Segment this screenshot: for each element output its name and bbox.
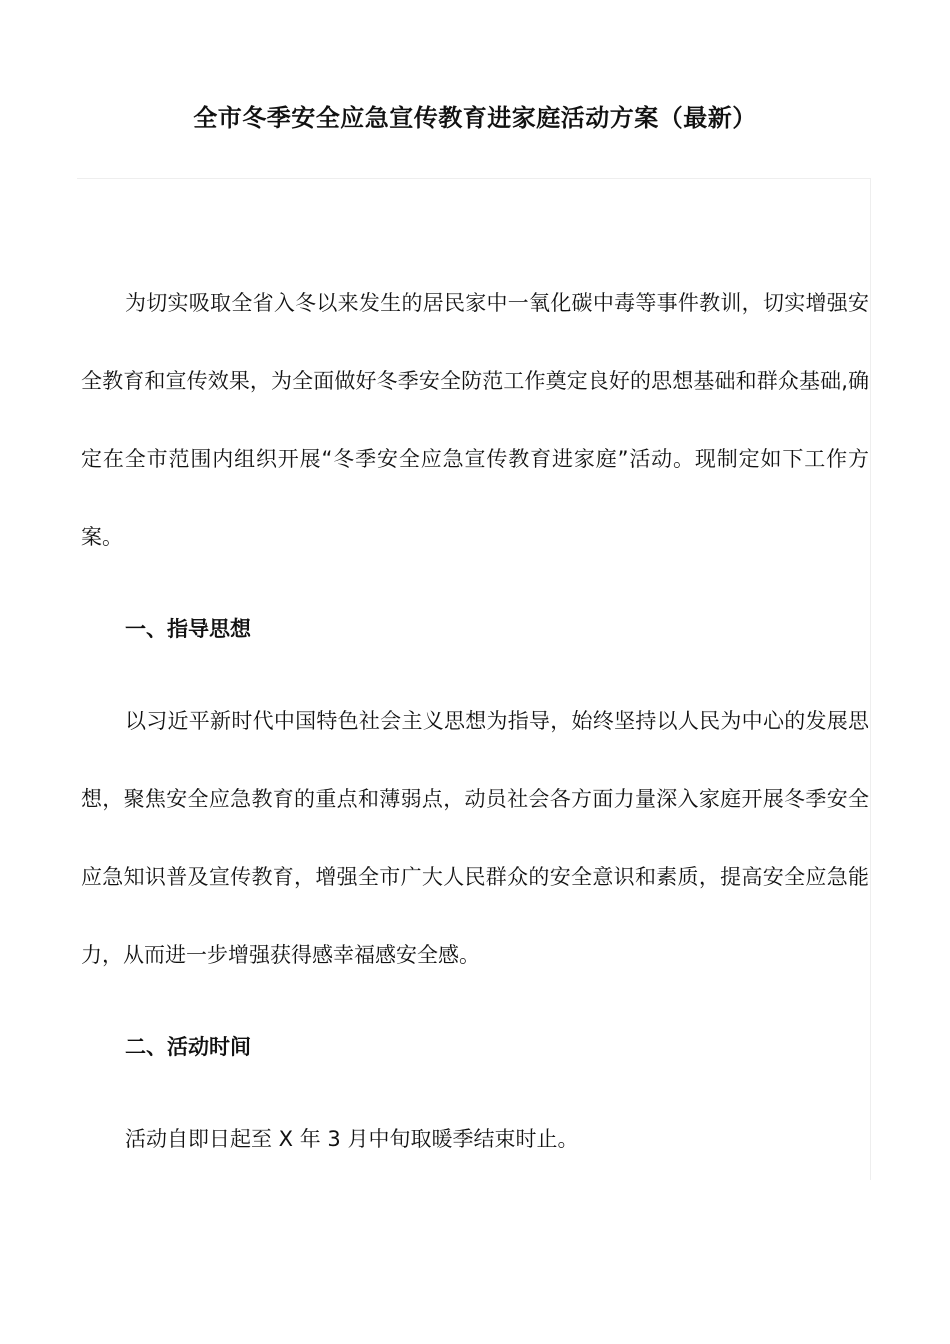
intro-paragraph: 为切实吸取全省入冬以来发生的居民家中一氧化碳中毒等事件教训，切实增强安全教育和宣传效果，为全面做好冬季安全防范工作奠定良好的思想基础和群众基础,确定在全市范围内组织开展“冬季安全应急宣传教育进家庭”活动。现制定如下工作方案。 [81, 291, 869, 549]
document-body [81, 264, 869, 1178]
section-paragraph-activity-time: 活动自即日起至 X 年 3 月中旬取暖季结束时止。 [125, 1127, 579, 1151]
section-paragraph-guiding-ideology: 以习近平新时代中国特色社会主义思想为指导，始终坚持以人民为中心的发展思想，聚焦安全应急教育的重点和薄弱点，动员社会各方面力量深入家庭开展冬季安全应急知识普及宣传教育，增强全市广大人民群众的安全意识和素质，提高安全应急能力，从而进一步增强获得感幸福感安全感。 [81, 709, 869, 967]
document-title: 全市冬季安全应急宣传教育进家庭活动方案（最新） [193, 104, 757, 132]
section-heading-activity-time: 二、活动时间 [125, 1035, 251, 1059]
section-heading-guiding-ideology: 一、指导思想 [125, 617, 251, 641]
